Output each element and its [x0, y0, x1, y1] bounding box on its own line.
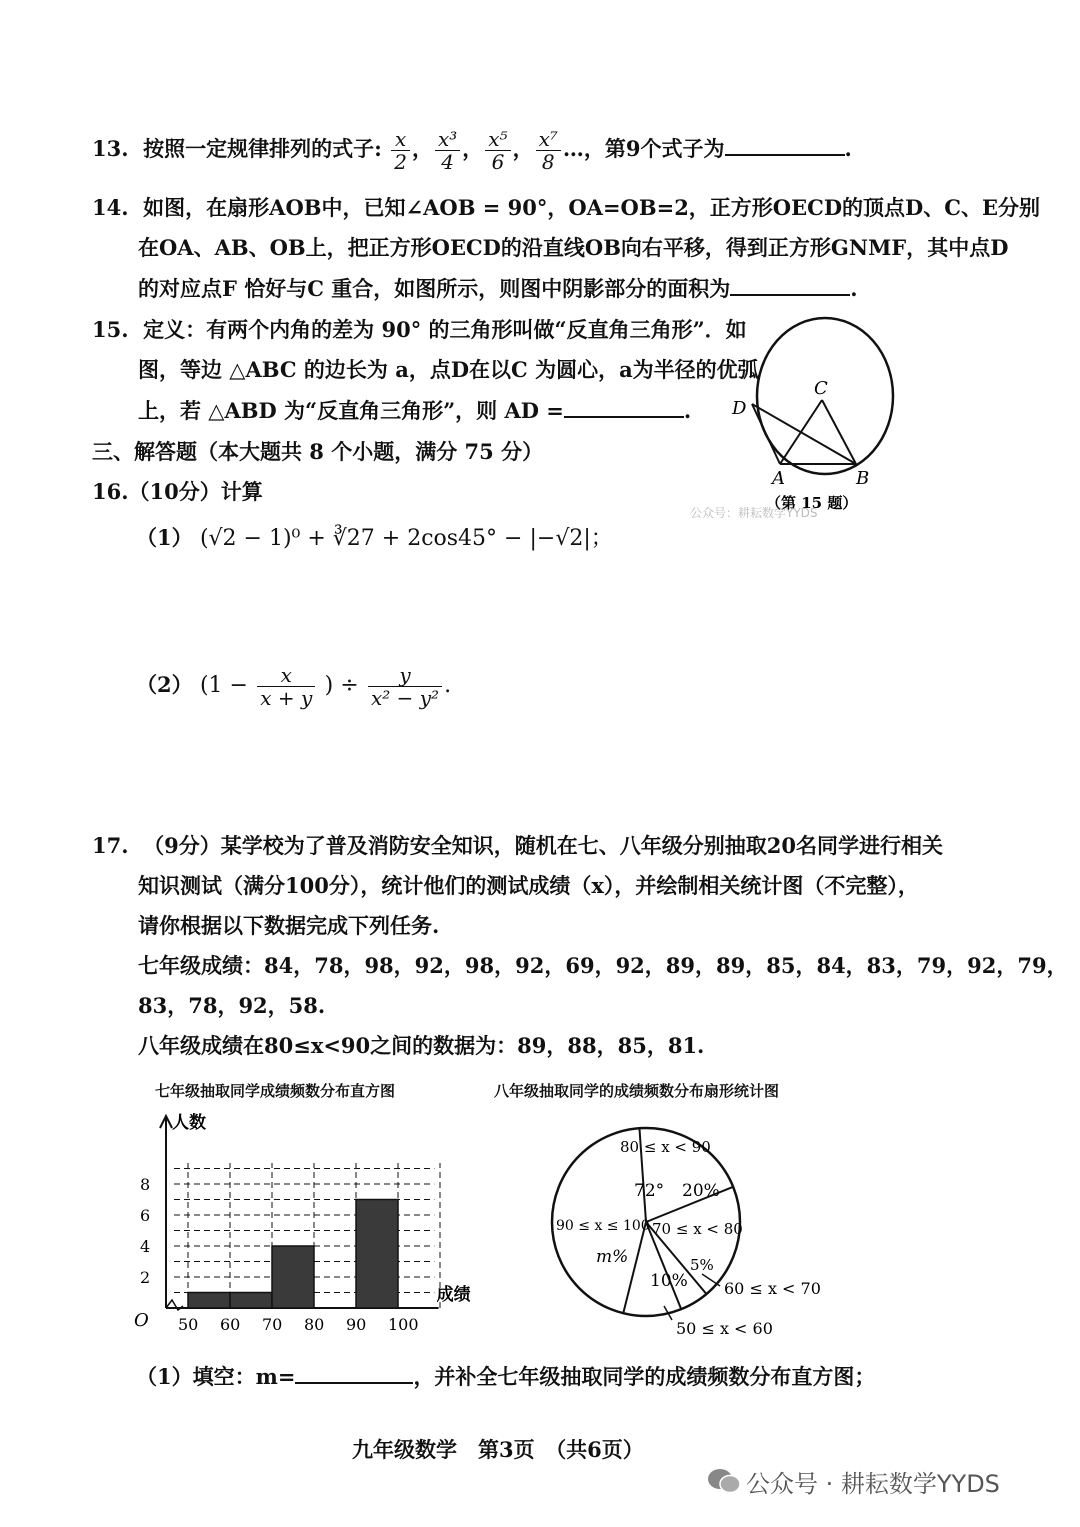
q16-title: 16.（10分）计算	[92, 479, 263, 504]
histogram-x-tick: 100	[388, 1315, 419, 1334]
histogram-ylabel: 人数	[172, 1113, 206, 1133]
q13-frac-1: $\frac{x}{2}$	[391, 128, 410, 173]
footer-brand: 公众号 · 耕耘数学YYDS	[746, 1470, 1000, 1498]
q15-figure	[728, 312, 908, 524]
q14-answer-blank[interactable]	[730, 274, 850, 296]
pie-title: 八年级抽取同学的成绩频数分布扇形统计图	[494, 1082, 780, 1100]
q15-text-1: 定义：有两个内角的差为 90° 的三角形叫做“反直角三角形”．如	[143, 317, 747, 342]
q15-label-C: C	[814, 378, 828, 399]
q16-p1-expression: (√2 − 1)⁰ + ∛27 + 2cos45° − |−√2|；	[199, 526, 613, 551]
histogram-x-tick: 60	[220, 1315, 241, 1334]
pie-slice-label-20pct: 20%	[682, 1181, 720, 1201]
q17-m-blank[interactable]	[295, 1362, 413, 1384]
q17-line1	[92, 832, 943, 860]
q17-text-5: 83，78，92，58.	[138, 993, 326, 1018]
pie-label-80-90: 80 ≤ x < 90	[620, 1138, 711, 1156]
q17-number: 17.	[92, 833, 129, 858]
pie-slice-label-10pct: 10%	[650, 1271, 688, 1291]
histogram-xlabel: 成绩	[436, 1285, 471, 1305]
q14-number: 14.	[92, 195, 129, 220]
q15-label-A: A	[772, 468, 785, 489]
histogram-y-tick: 4	[140, 1237, 151, 1256]
q14-text-2: 在OA、AB、OB上，把正方形OECD的沿直线OB向右平移，得到正方形GNMF，其中点D	[138, 235, 1009, 260]
q13-end: .	[844, 136, 852, 161]
q17-text-6: 八年级成绩在80≤x<90之间的数据为：89，88，85，81.	[138, 1033, 705, 1058]
page-footer: 九年级数学 第3页 （共6页）	[352, 1437, 644, 1462]
q16-p2-frac2: $\frac{y}{\text{x² − y²}}$	[368, 664, 442, 709]
q14-end: .	[850, 276, 858, 301]
q15-answer-blank[interactable]	[564, 396, 684, 418]
histogram-bar	[272, 1246, 314, 1308]
q15-text-2: 图，等边 △ABC 的边长为 a，点D在以C 为圆心，a为半径的优弧	[138, 357, 759, 382]
histogram-y-tick: 6	[140, 1206, 151, 1225]
q15-label-B: B	[856, 468, 870, 489]
q15-line1	[92, 316, 747, 344]
histogram-y-tick: 8	[140, 1175, 151, 1194]
histogram-x-tick: 70	[262, 1315, 283, 1334]
q15-watermark: 公众号：耕耘数学YYDS	[690, 506, 818, 520]
q16-p2-frac1: $\frac{x}{x + y}$	[257, 664, 315, 709]
q16-p1-label: （1）	[136, 525, 193, 550]
histogram-x-tick: 90	[346, 1315, 367, 1334]
pie-slice-edge	[623, 1222, 646, 1313]
q16-p2-mid: ) ÷	[324, 673, 359, 698]
q15-line3	[138, 396, 691, 425]
q17-text-2: 知识测试（满分100分），统计他们的测试成绩（x），并绘制相关统计图（不完整），	[138, 873, 919, 898]
pie-label-60-70: 60 ≤ x < 70	[724, 1279, 821, 1298]
pie-label-90-100: 90 ≤ x ≤ 100	[556, 1218, 650, 1234]
histogram-bar	[230, 1293, 272, 1309]
q17-sub1	[136, 1362, 875, 1391]
q17-text-4: 七年级成绩：84，78，98，92，98，92，69，92，89，89，85，84，83，79，92，79，	[138, 953, 1068, 978]
q13-frac-2: $\frac{\text{x³}}{4}$	[435, 128, 460, 173]
pie-label-50-60: 50 ≤ x < 60	[676, 1319, 773, 1338]
pie-slice-label-72deg: 72°	[634, 1181, 665, 1201]
pie-leader-60-70	[702, 1274, 720, 1286]
histogram-y-tick: 2	[140, 1268, 151, 1287]
q16-p2-end: .	[444, 673, 452, 698]
histogram-x-tick: 50	[178, 1315, 199, 1334]
q14-text-1: 如图，在扇形AOB中，已知∠AOB = 90°，OA=OB=2，正方形OECD的顶点D、C、E分别	[143, 195, 1040, 220]
q13-ellipsis: …	[562, 136, 584, 161]
q15-text-3: 上，若 △ABD 为“反直角三角形”，则 AD =	[138, 398, 564, 423]
q14-line1	[92, 194, 1040, 222]
pie-slice-label-m: m%	[596, 1247, 629, 1267]
histogram-x-tick: 80	[304, 1315, 325, 1334]
q17-sub1-tail: ，并补全七年级抽取同学的成绩频数分布直方图；	[413, 1364, 876, 1389]
histogram-origin: O	[134, 1310, 149, 1331]
q13-answer-blank[interactable]	[725, 134, 845, 156]
q15-label-D: D	[732, 398, 747, 419]
histogram-chart	[128, 1104, 508, 1340]
histogram-title: 七年级抽取同学成绩频数分布直方图	[155, 1082, 396, 1100]
pie-slice-label-5pct: 5%	[690, 1256, 714, 1274]
q16-part1	[136, 524, 613, 553]
q13-number: 13.	[92, 136, 129, 161]
section3-heading: 三、解答题（本大题共 8 个小题，满分 75 分）	[92, 439, 544, 464]
q15-number: 15.	[92, 317, 129, 342]
q13: 13. 按照一定规律排列的式子: $\frac{x}{2}$ ， $\frac{\text{x³}}{4}$ ， $\frac{\text{x⁵}}{6}$ ， $\frac{\text{x⁷}}{8}$ …，第9个式子为 .	[92, 127, 852, 174]
q16-part2	[136, 664, 451, 709]
q17-text-1: （9分）某学校为了普及消防安全知识，随机在七、八年级分别抽取20名同学进行相关	[143, 833, 944, 858]
q15-end: .	[683, 398, 692, 423]
q13-frac-3: $\frac{\text{x⁵}}{6}$	[485, 128, 510, 173]
q17-text-3: 请你根据以下数据完成下列任务.	[138, 913, 440, 938]
q13-frac-4: $\frac{\text{x⁷}}{8}$	[536, 128, 561, 173]
pie-chart	[540, 1104, 830, 1354]
histogram-bar	[188, 1293, 230, 1309]
q15-caption: （第 15 题）	[766, 494, 858, 512]
q15-segment-AC	[780, 400, 822, 464]
q14-line3	[138, 274, 858, 303]
q14-text-3: 的对应点F 恰好与C 重合，如图所示，则图中阴影部分的面积为	[138, 276, 731, 301]
q13-text: 按照一定规律排列的式子:	[143, 136, 382, 161]
q16-p2-open: (1 −	[199, 673, 248, 698]
q13-tail: ，第9个式子为	[583, 136, 725, 161]
q16-p2-label: （2）	[136, 672, 193, 697]
histogram-bar	[356, 1200, 398, 1309]
q17-sub1-label: （1）填空：m=	[136, 1364, 296, 1389]
pie-label-70-80: 70 ≤ x < 80	[652, 1220, 743, 1238]
wechat-icon	[706, 1466, 742, 1500]
